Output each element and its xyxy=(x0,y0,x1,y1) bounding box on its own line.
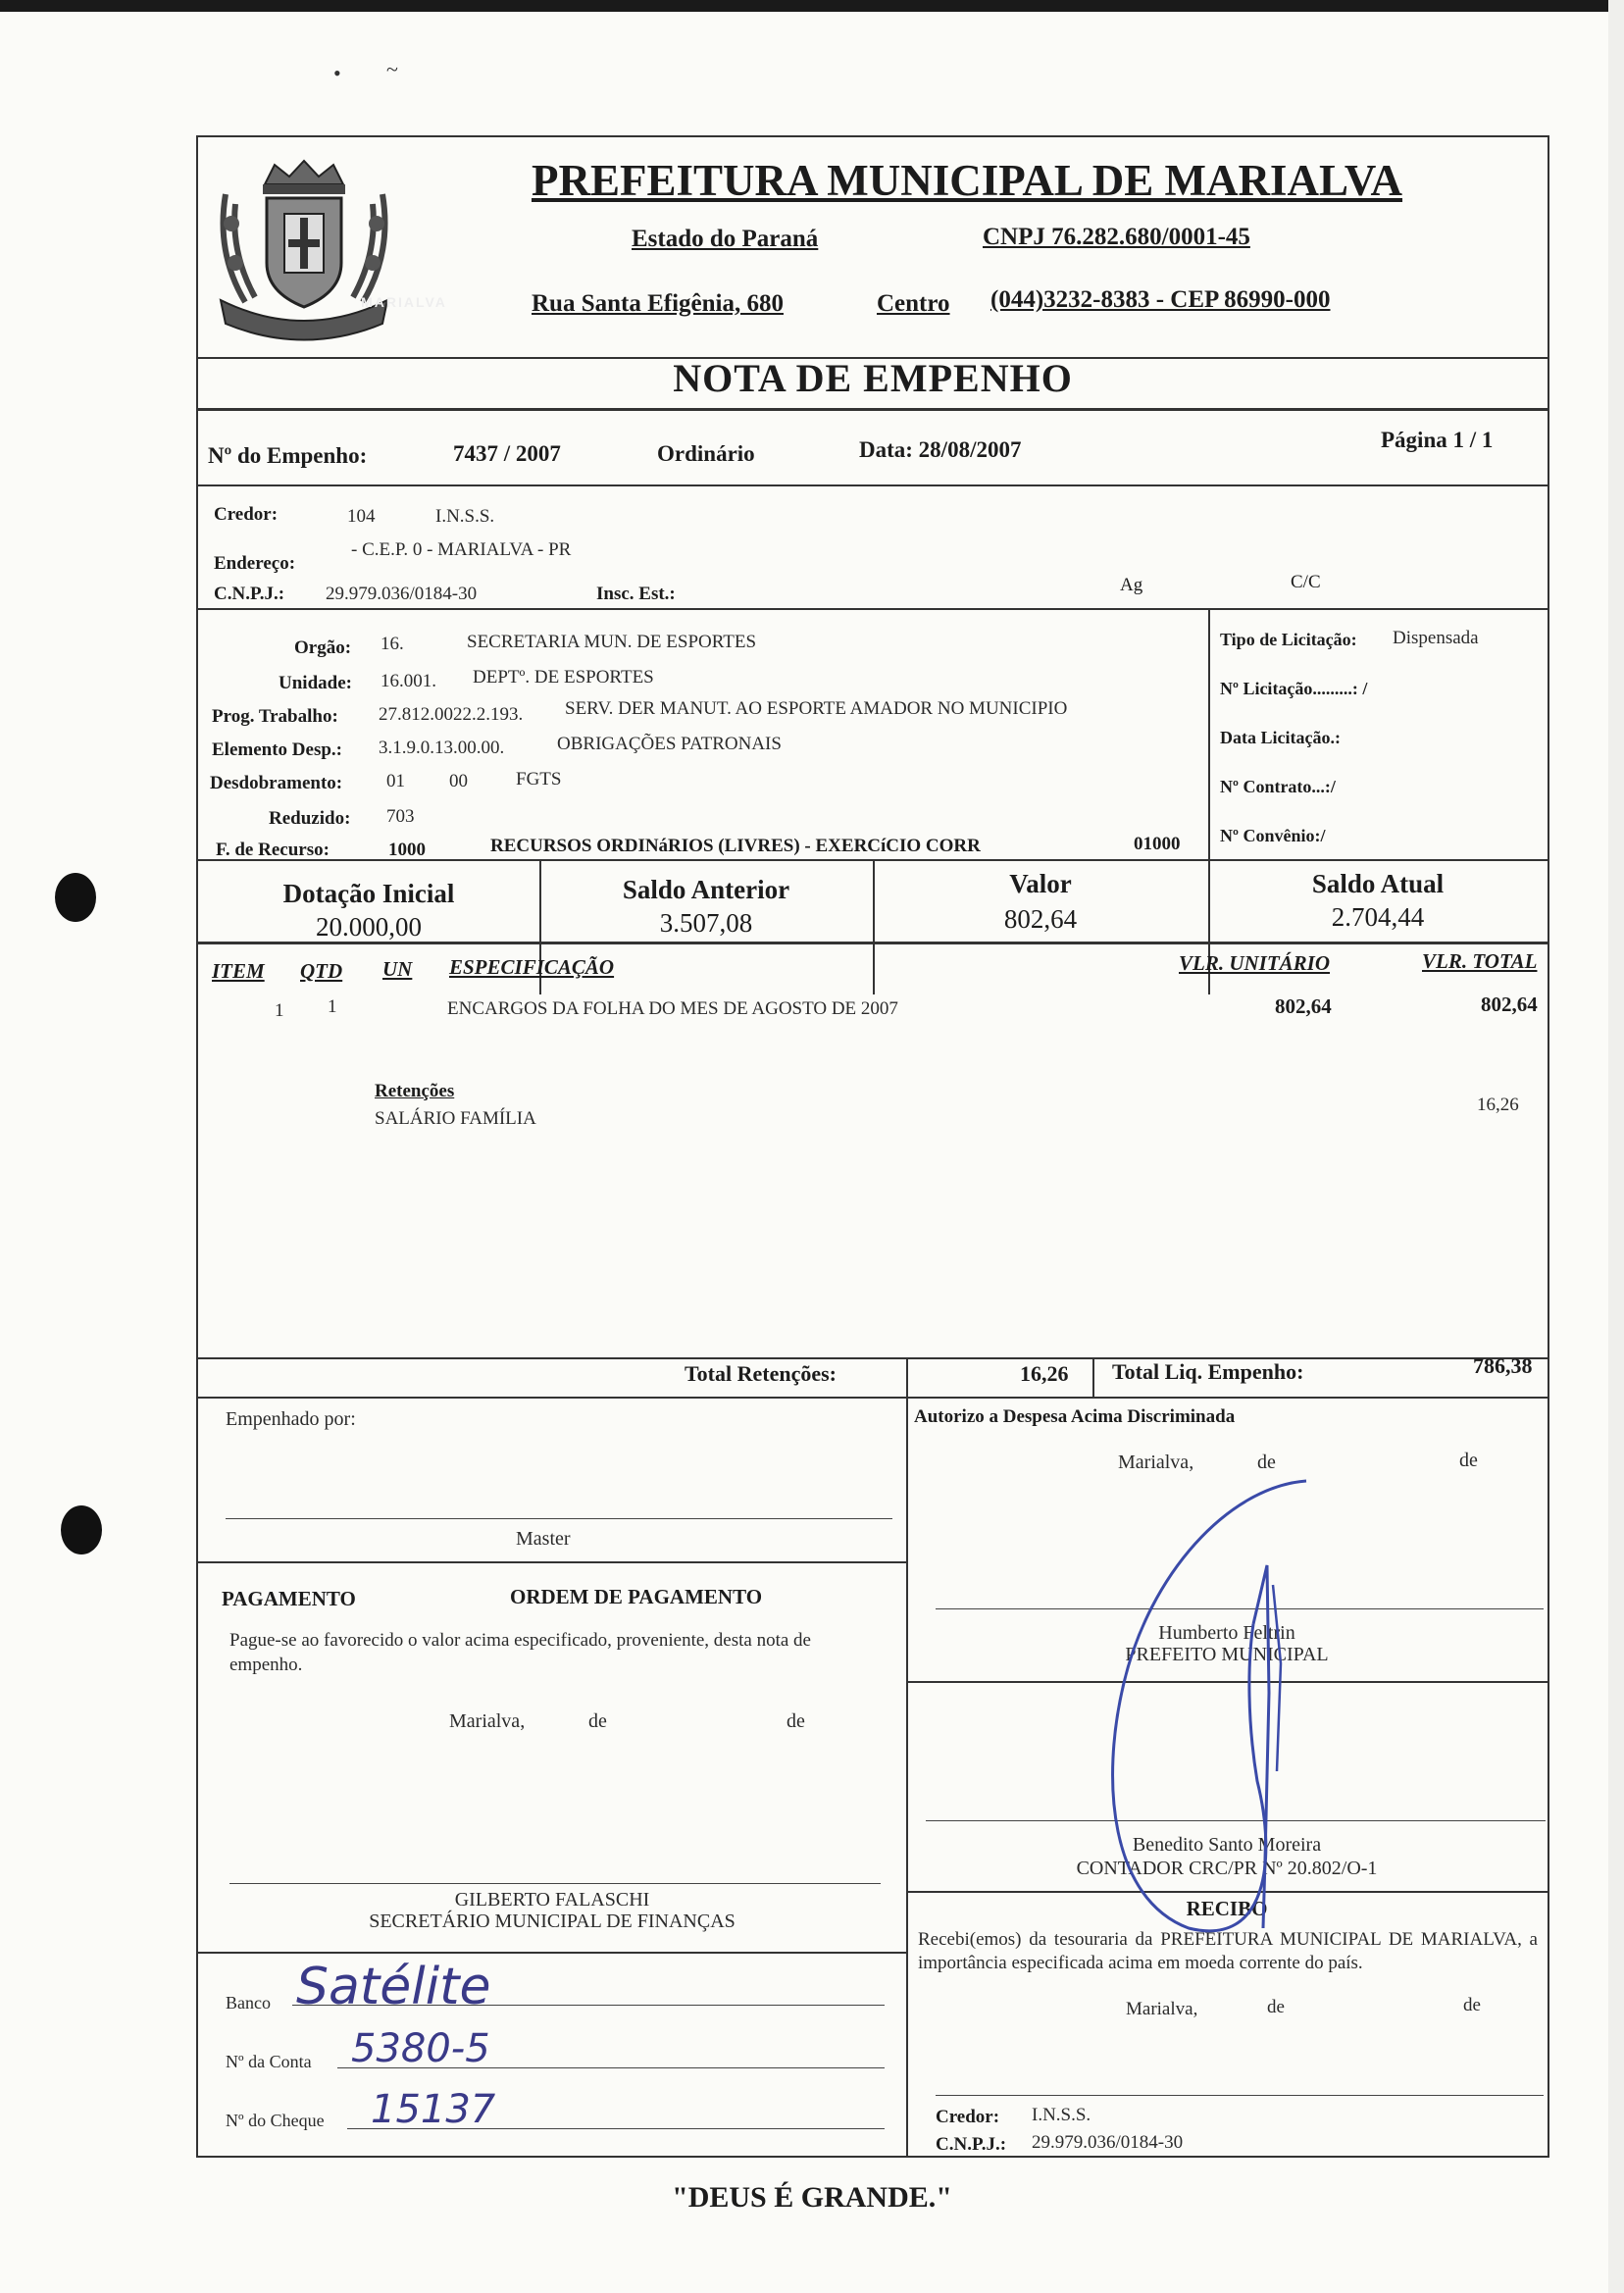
cheque-handwritten: 15137 xyxy=(371,2087,496,2132)
row-item: 1 xyxy=(275,1000,284,1021)
fonte-recurso-label: F. de Recurso: xyxy=(216,840,330,860)
saldo-anterior-value: 3.507,08 xyxy=(659,908,753,938)
pagamento-marialva: Marialva, xyxy=(449,1710,526,1732)
secretario-title: SECRETÁRIO MUNICIPAL DE FINANÇAS xyxy=(369,1911,736,1932)
credor-cnpj-label: C.N.P.J.: xyxy=(214,584,285,604)
unidade-label: Unidade: xyxy=(279,673,352,693)
total-liquido-label: Total Liq. Empenho: xyxy=(1112,1359,1304,1384)
cnpj-header: CNPJ 76.282.680/0001-45 xyxy=(983,224,1250,250)
contador-title: CONTADOR CRC/PR Nº 20.802/O-1 xyxy=(1076,1858,1378,1879)
saldo-atual-value: 2.704,44 xyxy=(1331,902,1425,932)
agencia-label: Ag xyxy=(1120,575,1143,595)
ordem-pagamento-title: ORDEM DE PAGAMENTO xyxy=(510,1585,763,1608)
num-convenio: Nº Convênio:/ xyxy=(1220,826,1326,845)
scan-speck: ~ xyxy=(386,57,398,81)
elemento-label: Elemento Desp.: xyxy=(212,739,342,760)
elemento-code: 3.1.9.0.13.00.00. xyxy=(379,738,505,758)
master-label: Master xyxy=(516,1528,571,1550)
col-especificacao: ESPECIFICAÇÃO xyxy=(449,955,615,979)
autorizo-de-2: de xyxy=(1459,1450,1478,1471)
orgao-code: 16. xyxy=(381,634,404,654)
empenho-type: Ordinário xyxy=(657,441,755,466)
empenho-number: 7437 / 2007 xyxy=(453,441,561,466)
banco-handwritten: Satélite xyxy=(296,1958,491,2016)
recibo-credor-value: I.N.S.S. xyxy=(1032,2105,1091,2125)
retencao-name: SALÁRIO FAMÍLIA xyxy=(375,1108,536,1129)
cheque-label: Nº do Cheque xyxy=(226,2111,325,2130)
retencoes-title: Retenções xyxy=(375,1081,455,1101)
recibo-credor-label: Credor: xyxy=(936,2107,1000,2127)
desdobramento-label: Desdobramento: xyxy=(210,773,343,793)
secretario-name: GILBERTO FALASCHI xyxy=(454,1889,650,1911)
recibo-cnpj-value: 29.979.036/0184-30 xyxy=(1032,2132,1184,2153)
municipality-title: PREFEITURA MUNICIPAL DE MARIALVA xyxy=(532,156,1403,205)
empenho-form xyxy=(196,135,1549,2158)
saldo-atual-label: Saldo Atual xyxy=(1311,869,1445,898)
reduzido-value: 703 xyxy=(386,806,415,827)
retencao-value: 16,26 xyxy=(1477,1095,1519,1115)
autorizo-de-1: de xyxy=(1257,1452,1276,1473)
phone-cep-header: (044)3232-8383 - CEP 86990-000 xyxy=(990,286,1331,313)
data-licitacao: Data Licitação.: xyxy=(1220,728,1341,747)
recibo-text: Recebi(emos) da tesouraria da PREFEITURA MUNICIPAL DE MARIALVA, a importância especificada acima em moeda corrente do país. xyxy=(918,1929,1538,1973)
pague-se-text: Pague-se ao favorecido o valor acima especificado, proveniente, desta nota de empenho. xyxy=(229,1630,811,1675)
recibo-cnpj-label: C.N.P.J.: xyxy=(936,2134,1007,2155)
num-contrato: Nº Contrato...:/ xyxy=(1220,777,1336,796)
empenho-date: Data: 28/08/2007 xyxy=(859,437,1022,462)
desdobramento-name: FGTS xyxy=(516,769,562,790)
pagamento-de-1: de xyxy=(588,1710,607,1732)
total-retencoes-value: 16,26 xyxy=(1020,1361,1069,1386)
insc-est-label: Insc. Est.: xyxy=(596,584,676,604)
fonte-recurso-name: RECURSOS ORDINáRIOS (LIVRES) - EXERCíCIO CORR xyxy=(490,836,981,856)
recibo-marialva: Marialva, xyxy=(1126,1999,1198,2019)
col-item: ITEM xyxy=(212,959,265,983)
credor-name: I.N.S.S. xyxy=(435,506,495,527)
total-liquido-value: 786,38 xyxy=(1473,1353,1533,1378)
row-especificacao: ENCARGOS DA FOLHA DO MES DE AGOSTO DE 2007 xyxy=(447,998,898,1019)
col-vlr-unitario: VLR. UNITÁRIO xyxy=(1179,951,1331,975)
desdobramento-a: 01 xyxy=(386,771,405,791)
endereco-value: - C.E.P. 0 - MARIALVA - PR xyxy=(351,539,572,560)
banco-label: Banco xyxy=(226,1993,271,2013)
conta-label: Nº da Conta xyxy=(226,2052,312,2071)
prog-trabalho-name: SERV. DER MANUT. AO ESPORTE AMADOR NO MUNICIPIO xyxy=(565,698,1068,719)
tipo-licitacao-label: Tipo de Licitação: xyxy=(1220,630,1357,649)
prog-trabalho-label: Prog. Trabalho: xyxy=(212,706,338,727)
prefeito-name: Humberto Feltrin xyxy=(1158,1622,1295,1644)
conta-corrente-label: C/C xyxy=(1291,572,1321,592)
unidade-code: 16.001. xyxy=(381,671,436,691)
tipo-licitacao-value: Dispensada xyxy=(1393,628,1479,648)
crest-banner-text: MARIALVA xyxy=(361,294,447,310)
credor-cnpj: 29.979.036/0184-30 xyxy=(326,584,478,604)
recibo-de-2: de xyxy=(1463,1995,1481,2015)
document-title: NOTA DE EMPENHO xyxy=(673,356,1073,400)
saldo-anterior-label: Saldo Anterior xyxy=(622,875,790,904)
contador-name: Benedito Santo Moreira xyxy=(1132,1834,1322,1856)
crest-icon xyxy=(206,155,402,341)
page-number: Página 1 / 1 xyxy=(1381,428,1494,452)
prefeito-signature xyxy=(1081,1467,1336,1958)
dotacao-inicial-label: Dotação Inicial xyxy=(282,879,455,908)
prefeito-title: PREFEITO MUNICIPAL xyxy=(1125,1644,1329,1665)
conta-handwritten: 5380-5 xyxy=(351,2026,490,2071)
state-name: Estado do Paraná xyxy=(632,226,819,252)
desdobramento-b: 00 xyxy=(449,771,468,791)
row-vlr-unitario: 802,64 xyxy=(1275,994,1332,1018)
punch-hole xyxy=(61,1505,102,1554)
col-un: UN xyxy=(382,957,413,981)
district-header: Centro xyxy=(877,290,950,317)
num-licitacao: Nº Licitação.........: / xyxy=(1220,679,1368,698)
total-retencoes-label: Total Retenções: xyxy=(685,1361,837,1386)
empenho-number-label: Nº do Empenho: xyxy=(208,443,368,468)
autorizo-marialva: Marialva, xyxy=(1118,1452,1194,1473)
pagamento-de-2: de xyxy=(787,1710,805,1732)
credor-code: 104 xyxy=(347,506,376,527)
fonte-recurso-num: 01000 xyxy=(1134,834,1181,854)
col-vlr-total: VLR. TOTAL xyxy=(1422,949,1538,973)
col-qtd: QTD xyxy=(300,959,343,983)
fonte-recurso-code: 1000 xyxy=(388,840,426,860)
recibo-title: RECIBO xyxy=(1186,1897,1268,1920)
address-header: Rua Santa Efigênia, 680 xyxy=(532,290,784,317)
orgao-label: Orgão: xyxy=(294,637,352,658)
scan-right-edge xyxy=(1608,0,1624,2293)
empenhado-por-label: Empenhado por: xyxy=(226,1408,356,1430)
recibo-de-1: de xyxy=(1267,1997,1285,2017)
credor-label: Credor: xyxy=(214,504,279,525)
endereco-label: Endereço: xyxy=(214,553,296,574)
pagamento-title: PAGAMENTO xyxy=(222,1587,356,1610)
orgao-name: SECRETARIA MUN. DE ESPORTES xyxy=(467,632,757,652)
scan-top-border xyxy=(0,0,1624,12)
reduzido-label: Reduzido: xyxy=(269,808,351,829)
autorizo-label: Autorizo a Despesa Acima Discriminada xyxy=(914,1406,1236,1427)
unidade-name: DEPTº. DE ESPORTES xyxy=(473,667,654,688)
valor-value: 802,64 xyxy=(1003,904,1078,934)
elemento-name: OBRIGAÇÕES PATRONAIS xyxy=(557,734,782,754)
valor-label: Valor xyxy=(1009,869,1072,898)
row-qtd: 1 xyxy=(328,996,337,1017)
scan-speck: • xyxy=(333,61,341,85)
dotacao-inicial-value: 20.000,00 xyxy=(316,912,422,942)
punch-hole xyxy=(55,873,96,922)
footer-motto: "DEUS É GRANDE." xyxy=(672,2181,952,2214)
prog-trabalho-code: 27.812.0022.2.193. xyxy=(379,704,524,725)
row-vlr-total: 802,64 xyxy=(1481,993,1538,1016)
